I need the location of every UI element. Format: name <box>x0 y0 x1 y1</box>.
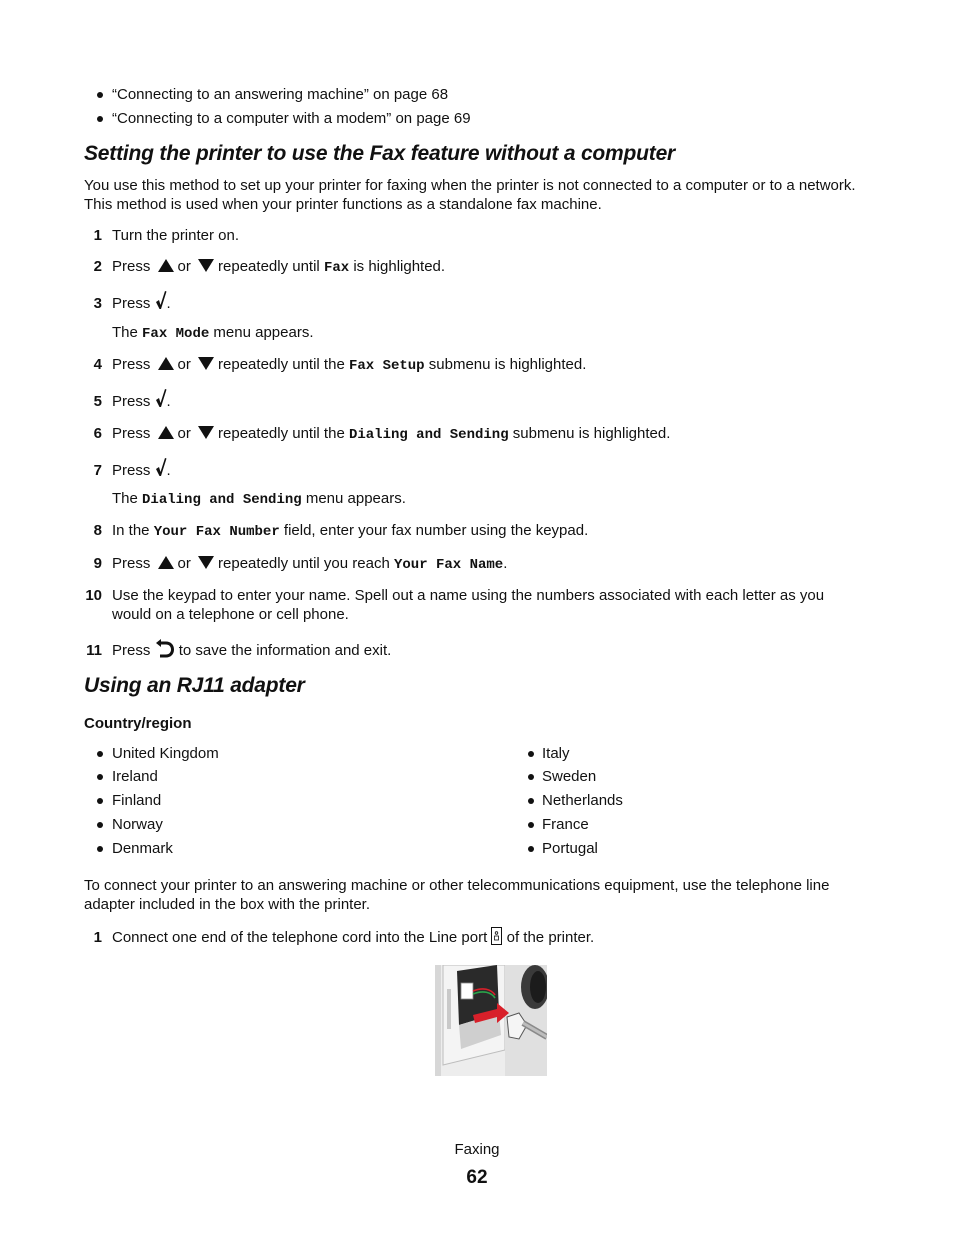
line-port-icon <box>491 927 502 945</box>
bullet-dot <box>97 798 103 804</box>
country-item: United Kingdom <box>112 745 219 762</box>
step-line: would on a telephone or cell phone. <box>112 606 349 623</box>
step-phrase: menu appears. <box>305 490 406 507</box>
the-label: The <box>112 490 138 507</box>
intro-line: You use this method to set up your printer for faxing when the printer is not connected to a computer or to a network. <box>84 177 856 194</box>
intro-line: This method is used when your printer functions as a standalone fax machine. <box>84 196 602 213</box>
bullet-dot <box>528 846 534 852</box>
footer-section-name: Faxing <box>454 1141 500 1158</box>
step-number: 5 <box>93 393 102 410</box>
step-text <box>112 521 588 542</box>
press-label: Press <box>112 295 151 312</box>
down-arrow-icon <box>198 426 214 439</box>
bullet-dot <box>97 751 103 757</box>
press-label: Press <box>112 642 151 659</box>
field-name: Your Fax Number <box>153 524 280 540</box>
cross-reference-item: “Connecting to an answering machine” on page 68 <box>112 86 449 103</box>
menu-name: Dialing and Sending <box>142 492 302 508</box>
subheading: Country/region <box>84 715 192 732</box>
step-number: 9 <box>93 555 102 572</box>
press-label: Press <box>112 356 151 373</box>
or-label: or <box>177 555 191 572</box>
step-phrase: Connect one end of the telephone cord into the Line port <box>112 929 488 946</box>
bullet-dot <box>528 751 534 757</box>
step-phrase: of the printer. <box>506 929 595 946</box>
step-number: 2 <box>93 258 102 275</box>
page-number: 62 <box>466 1167 488 1188</box>
bullet-dot <box>528 774 534 780</box>
up-arrow-icon <box>158 426 174 439</box>
country-item: Sweden <box>542 768 597 785</box>
period: . <box>166 393 171 410</box>
step-text <box>112 294 171 313</box>
step-phrase: repeatedly until <box>218 258 320 275</box>
back-arrow-icon <box>155 638 175 658</box>
step-text <box>112 355 586 376</box>
step-number: 11 <box>86 642 102 659</box>
step-phrase: submenu is highlighted. <box>428 356 587 373</box>
period: . <box>166 295 171 312</box>
step-phrase: In the <box>112 522 150 539</box>
bullet-dot <box>97 822 103 828</box>
intro-paragraph <box>84 176 874 214</box>
period: . <box>503 555 508 572</box>
country-item: Ireland <box>112 768 158 785</box>
country-item: Portugal <box>542 840 598 857</box>
step-number: 1 <box>93 227 102 244</box>
step-text <box>112 554 507 575</box>
step-number: 8 <box>93 522 102 539</box>
step-phrase: to save the information and exit. <box>178 642 392 659</box>
country-item: Denmark <box>112 840 173 857</box>
up-arrow-icon <box>158 259 174 272</box>
press-label: Press <box>112 393 151 410</box>
down-arrow-icon <box>198 357 214 370</box>
checkmark-icon <box>155 457 167 477</box>
step-phrase: repeatedly until the <box>218 356 345 373</box>
or-label: or <box>177 356 191 373</box>
country-item: Norway <box>112 816 163 833</box>
step-number: 6 <box>93 425 102 442</box>
step-number: 3 <box>93 295 102 312</box>
down-arrow-icon <box>198 259 214 272</box>
period: . <box>166 462 171 479</box>
down-arrow-icon <box>198 556 214 569</box>
country-item: France <box>542 816 589 833</box>
step-line: Use the keypad to enter your name. Spell out a name using the numbers associated with each letter as you <box>112 587 825 604</box>
press-label: Press <box>112 462 151 479</box>
step-text: Turn the printer on. <box>112 227 240 244</box>
bullet-dot <box>97 92 103 98</box>
step-text <box>112 461 171 480</box>
menu-name: Fax <box>323 260 350 276</box>
country-item: Italy <box>542 745 570 762</box>
adapter-paragraph <box>84 876 874 914</box>
country-item: Finland <box>112 792 162 809</box>
step-phrase: field, enter your fax number using the keypad. <box>283 522 589 539</box>
bullet-dot <box>528 822 534 828</box>
step-number: 4 <box>93 356 102 373</box>
step-phrase: repeatedly until you reach <box>218 555 390 572</box>
step-phrase: is highlighted. <box>353 258 446 275</box>
step-number: 10 <box>85 587 102 604</box>
step-text <box>112 641 391 660</box>
step-text <box>112 928 594 947</box>
field-name: Your Fax Name <box>393 557 504 573</box>
or-label: or <box>177 425 191 442</box>
bullet-dot <box>97 846 103 852</box>
checkmark-icon <box>155 290 167 310</box>
step-text <box>112 392 171 411</box>
bullet-dot <box>528 798 534 804</box>
step-result <box>112 323 314 344</box>
press-label: Press <box>112 425 151 442</box>
bullet-dot <box>97 116 103 122</box>
checkmark-icon <box>155 388 167 408</box>
step-phrase: submenu is highlighted. <box>512 425 671 442</box>
menu-name: Fax Setup <box>348 358 425 374</box>
up-arrow-icon <box>158 556 174 569</box>
step-phrase: repeatedly until the <box>218 425 345 442</box>
step-phrase: menu appears. <box>213 324 314 341</box>
press-label: Press <box>112 555 151 572</box>
menu-name: Fax Mode <box>142 326 210 342</box>
step-number: 1 <box>93 929 102 946</box>
the-label: The <box>112 324 138 341</box>
cross-reference-item: “Connecting to a computer with a modem” on page 69 <box>112 110 471 127</box>
section-heading: Setting the printer to use the Fax feature without a computer <box>84 142 676 165</box>
line-port-connection-illustration <box>435 965 547 1076</box>
up-arrow-icon <box>158 357 174 370</box>
para-line: To connect your printer to an answering machine or other telecommunications equipment, use the telephone line <box>84 877 830 894</box>
bullet-dot <box>97 774 103 780</box>
or-label: or <box>177 258 191 275</box>
step-text <box>112 257 445 278</box>
step-result <box>112 489 406 510</box>
step-number: 7 <box>93 462 102 479</box>
press-label: Press <box>112 258 151 275</box>
country-item: Netherlands <box>542 792 623 809</box>
step-text <box>112 424 670 445</box>
menu-name: Dialing and Sending <box>348 427 509 443</box>
para-line: adapter included in the box with the printer. <box>84 896 371 913</box>
section-heading: Using an RJ11 adapter <box>84 674 305 697</box>
step-text <box>112 586 824 624</box>
